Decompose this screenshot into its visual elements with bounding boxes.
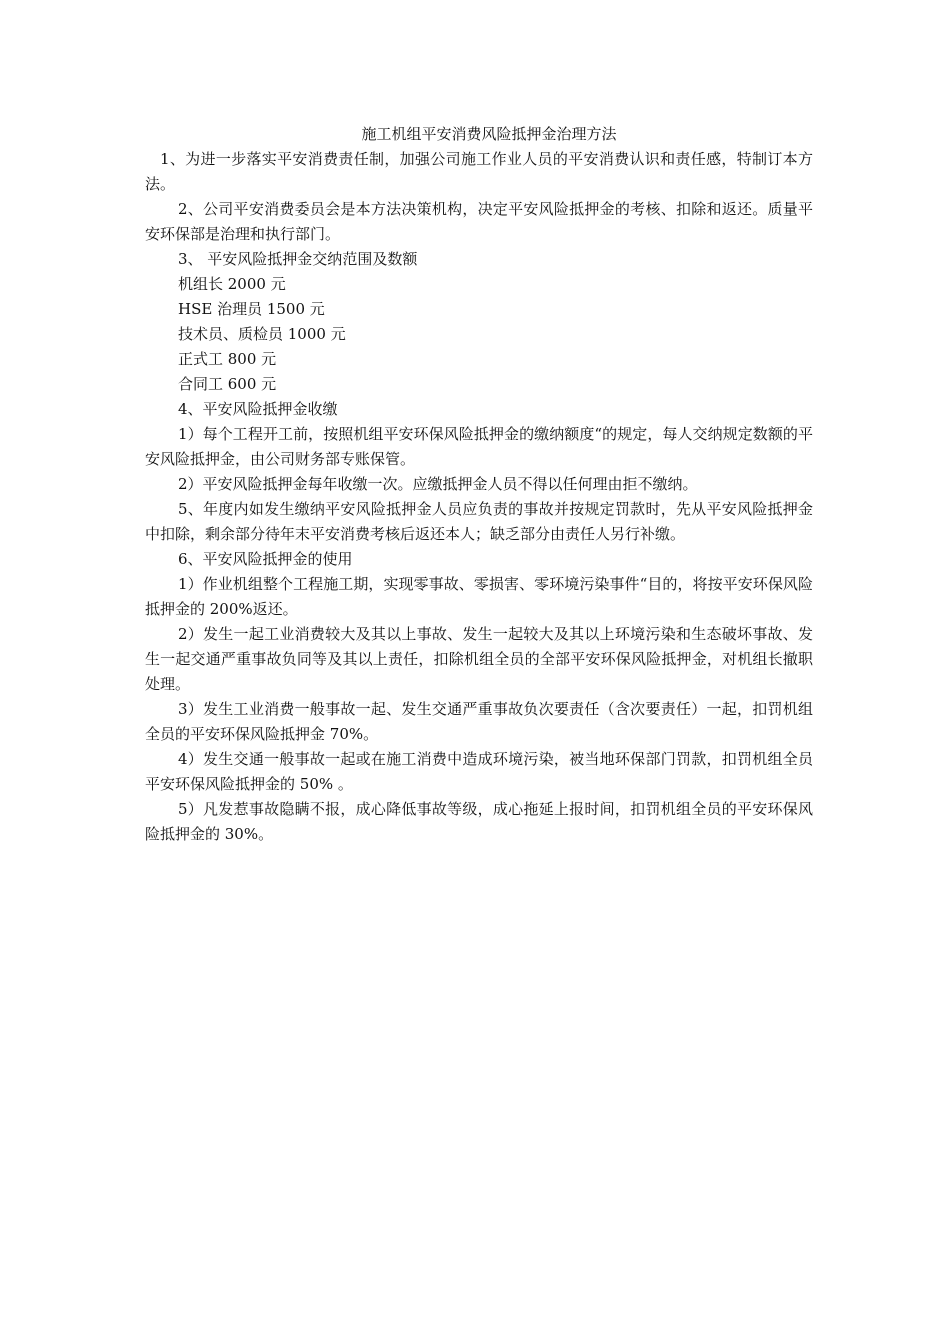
section-heading-4: 4、平安风险抵押金收缴 — [178, 400, 338, 418]
paragraph-6-3: 3）发生工业消费一般事故一起、发生交通严重事故负次要责任（含次要责任）一起，扣罚机组全员的平安环保风险抵押金 70%。 — [145, 700, 813, 743]
deposit-item-technician: 技术员、质检员 1000 元 — [178, 325, 346, 343]
paragraph-5: 5、年度内如发生缴纳平安风险抵押金人员应负责的事故并按规定罚款时，先从平安风险抵押金中扣除，剩余部分待年末平安消费考核后返还本人；缺乏部分由责任人另行补缴。 — [145, 500, 813, 543]
paragraph-4-1: 1）每个工程开工前，按照机组平安环保风险抵押金的缴纳额度“的规定，每人交纳规定数额的平安风险抵押金，由公司财务部专账保管。 — [145, 425, 813, 468]
deposit-item-regular-worker: 正式工 800 元 — [178, 350, 277, 368]
paragraph-6-2: 2）发生一起工业消费较大及其以上事故、发生一起较大及其以上环境污染和生态破坏事故、发生一起交通严重事故负同等及其以上责任，扣除机组全员的全部平安环保风险抵押金，对机组长撤职处理。 — [145, 625, 813, 693]
document-title: 施工机组平安消费风险抵押金治理方法 — [361, 125, 617, 143]
paragraph-1: 1、为进一步落实平安消费责任制，加强公司施工作业人员的平安消费认识和责任感，特制订本方法。 — [145, 150, 813, 193]
paragraph-6-4: 4）发生交通一般事故一起或在施工消费中造成环境污染，被当地环保部门罚款，扣罚机组全员平安环保风险抵押金的 50% 。 — [145, 750, 813, 793]
section-heading-6: 6、平安风险抵押金的使用 — [178, 550, 353, 568]
paragraph-6-5: 5）凡发惹事故隐瞒不报，成心降低事故等级，成心拖延上报时间，扣罚机组全员的平安环保风险抵押金的 30%。 — [145, 800, 813, 843]
paragraph-6-1: 1）作业机组整个工程施工期，实现零事故、零损害、零环境污染事件“目的，将按平安环保风险抵押金的 200%返还。 — [145, 575, 813, 618]
section-heading-3: 3、 平安风险抵押金交纳范围及数额 — [178, 250, 418, 268]
paragraph-2: 2、公司平安消费委员会是本方法决策机构，决定平安风险抵押金的考核、扣除和返还。质量平安环保部是治理和执行部门。 — [145, 200, 813, 243]
paragraph-4-2: 2）平安风险抵押金每年收缴一次。应缴抵押金人员不得以任何理由拒不缴纳。 — [178, 475, 698, 493]
document-body — [145, 122, 813, 847]
deposit-item-contract-worker: 合同工 600 元 — [178, 375, 277, 393]
deposit-item-team-leader: 机组长 2000 元 — [178, 275, 286, 293]
deposit-item-hse-manager: HSE 治理员 1500 元 — [178, 300, 325, 318]
